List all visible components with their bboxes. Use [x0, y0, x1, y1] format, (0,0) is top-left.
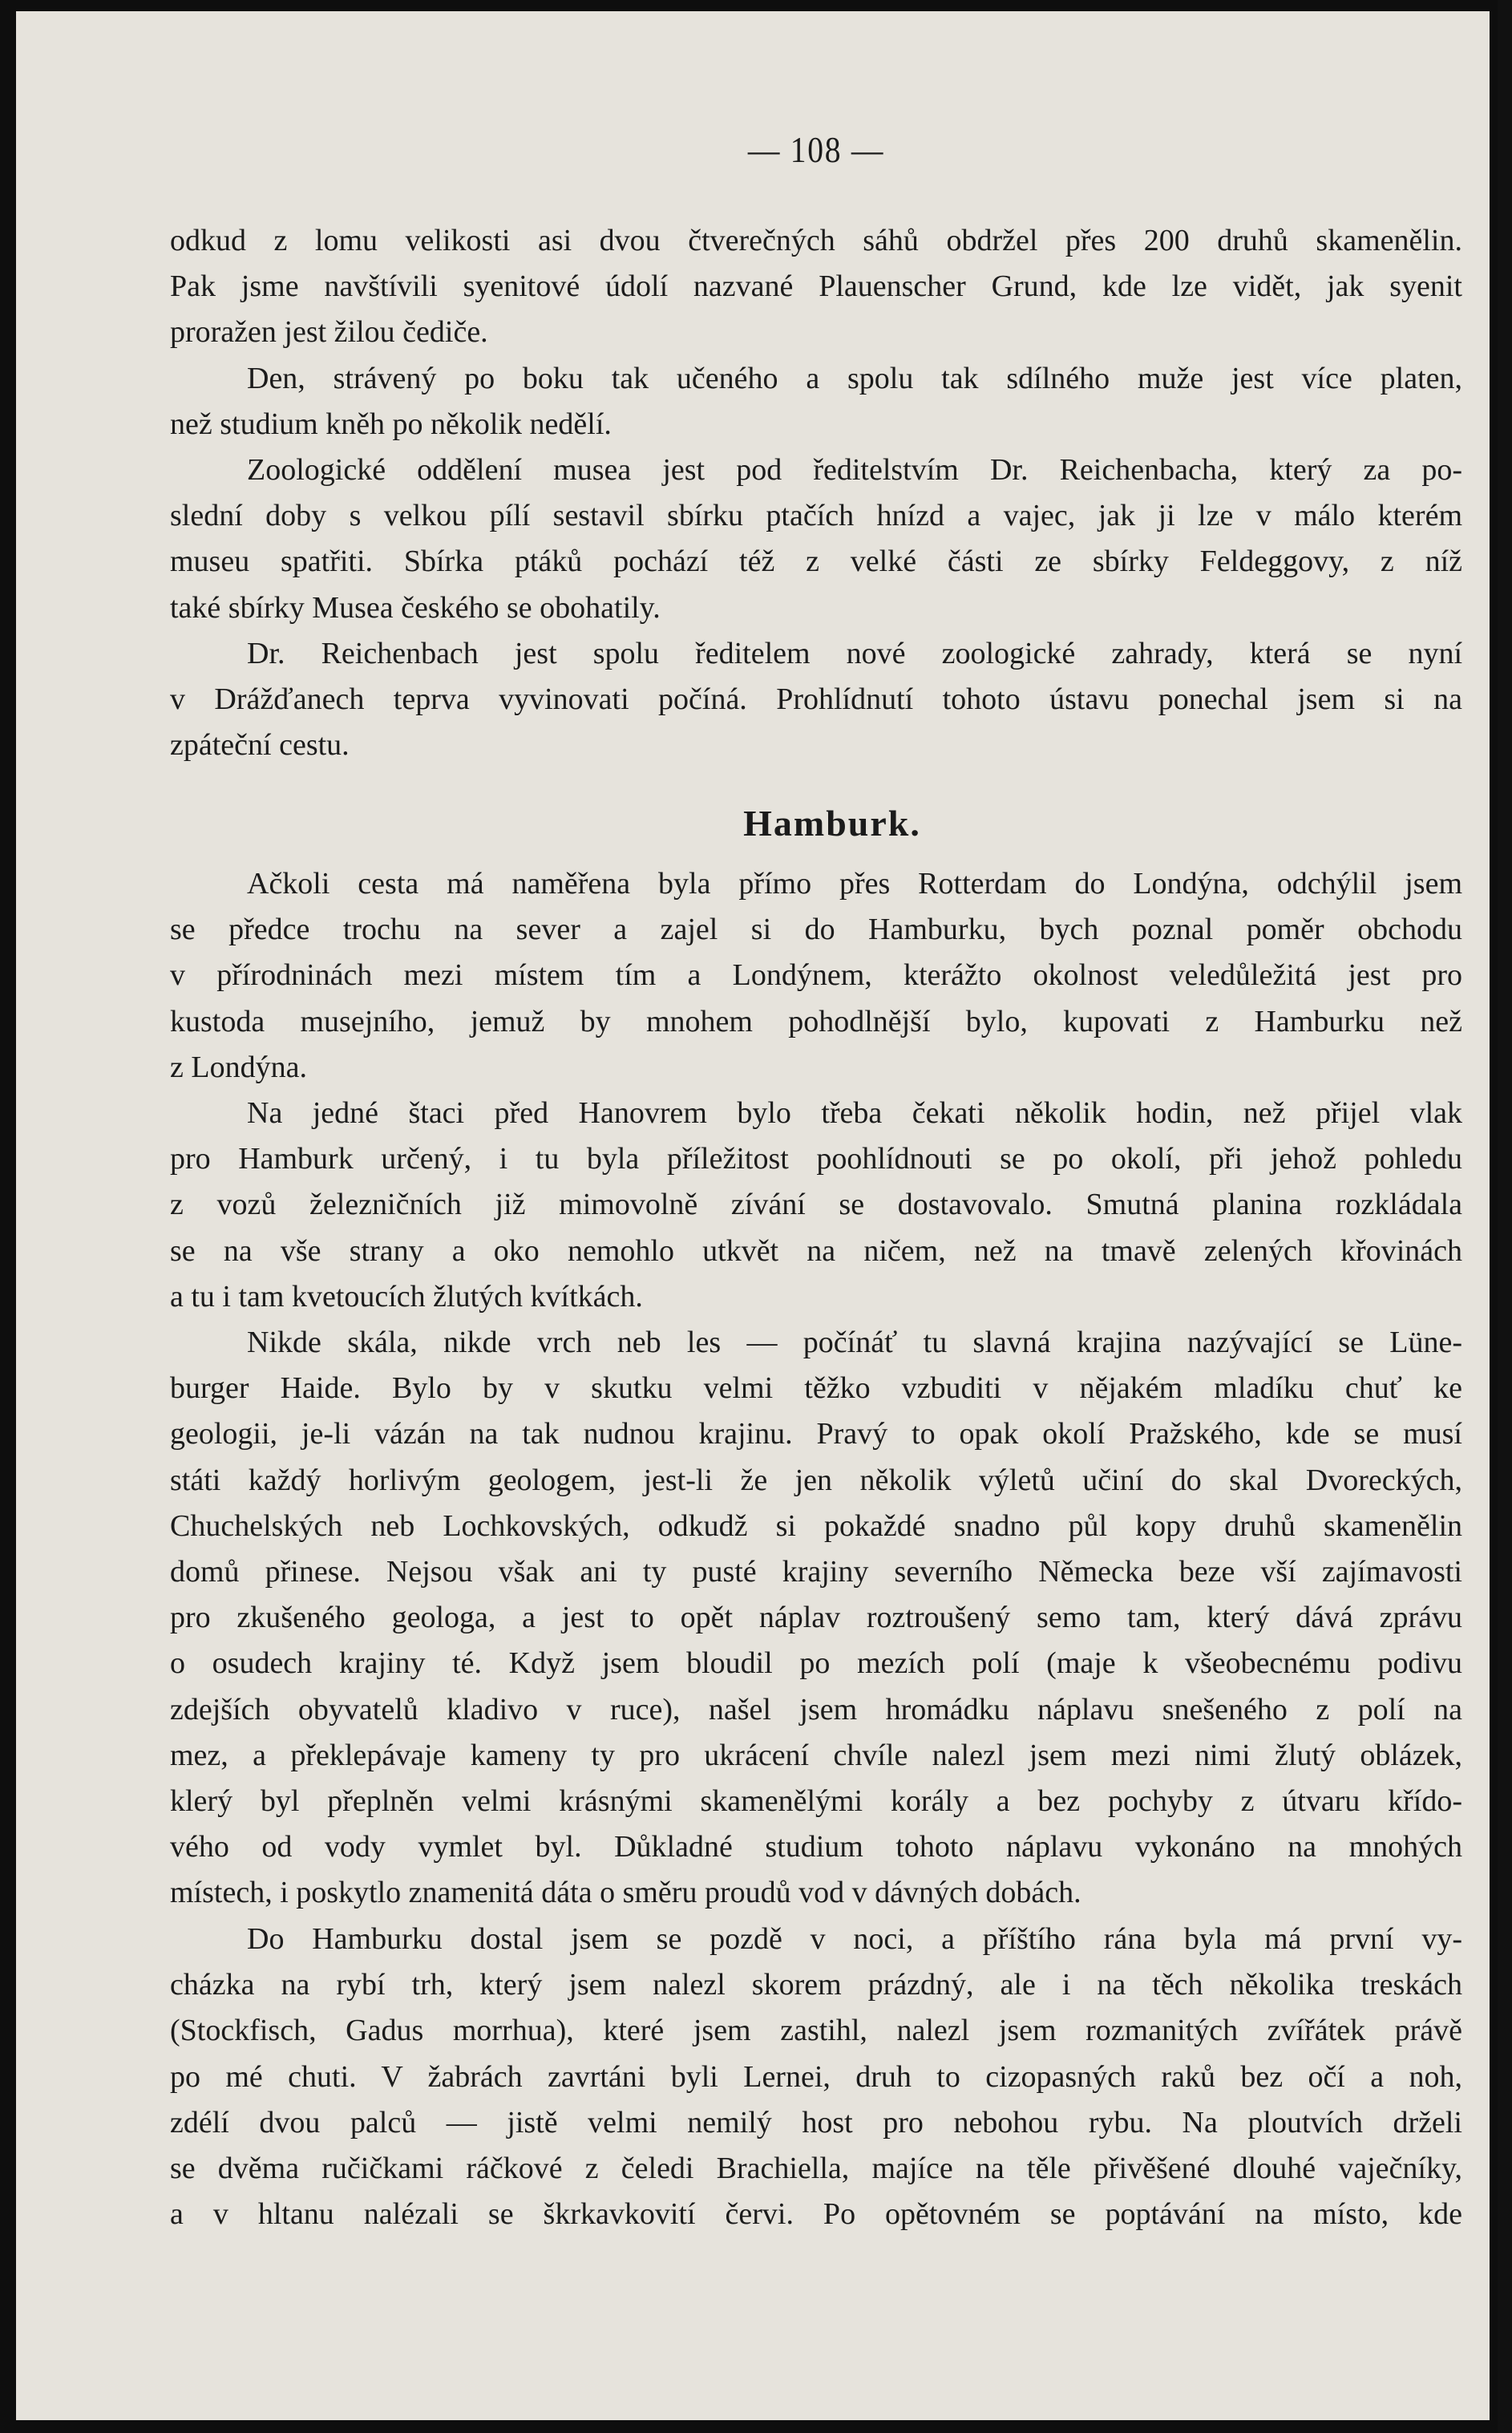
text-line: cházka na rybí trh, který jsem nalezl skorem prázdný, ale i na těch několika treskách: [170, 1968, 1462, 2002]
text-line: proražen jest žilou čediče.: [170, 315, 488, 350]
text-line: Nikde skála, nikde vrch neb les — počínáť tu slavná krajina nazývající se Lüne-: [247, 1326, 1462, 1359]
text-line: pro zkušeného geologa, a jest to opět náplav roztroušený semo tam, který dává zprávu: [170, 1601, 1462, 1635]
text-line: a v hltanu nalézali se škrkavkovití červi. Po opětovném se poptávání na místo, kde: [170, 2197, 1462, 2232]
text-line: se předce trochu na sever a zajel si do Hamburku, bych poznal poměr obchodu: [170, 913, 1462, 947]
text-line: klerý byl přeplněn velmi krásnými skamenělými korály a bez pochyby z útvaru křído-: [170, 1783, 1462, 1818]
text-line: zdejších obyvatelů kladivo v ruce), našel jsem hromádku náplavu snešeného z polí na: [170, 1692, 1462, 1727]
text-line: po mé chuti. V žabrách zavrtáni byli Lernei, druh to cizopasných raků bez očí a noh,: [170, 2059, 1462, 2094]
paragraph-6: [170, 1091, 1462, 1320]
text-line: kustoda musejního, jemuž by mnohem pohodlnější bylo, kupovati z Hamburku než: [170, 1004, 1462, 1038]
text-line: pro Hamburk určený, i tu byla příležitost poohlídnouti se po okolí, při jehož pohledu: [170, 1142, 1462, 1176]
text-line: museu spatřiti. Sbírka ptáků pochází též z velké části ze sbírky Feldeggovy, z níž: [170, 544, 1462, 579]
paragraph-1: [170, 218, 1462, 356]
paragraph-5: [170, 861, 1462, 1091]
text-line: domů přinese. Nejsou však ani ty pusté krajiny severního Německa beze vší zajímavosti: [170, 1554, 1462, 1589]
text-line: Do Hamburku dostal jsem se pozdě v noci, a příštího rána byla má první vy-: [247, 1922, 1462, 1956]
text-line: mez, a překlepávaje kameny ty pro ukrácení chvíle nalezl jsem mezi nimi žlutý oblázek,: [170, 1738, 1462, 1772]
text-line: z Londýna.: [170, 1050, 307, 1084]
scanned-page: [16, 11, 1490, 2420]
text-line: Dr. Reichenbach jest spolu ředitelem nové zoologické zahrady, která se nyní: [247, 636, 1462, 670]
text-line: Chuchelských neb Lochkovských, odkudž si pokaždé snadno půl kopy druhů skamenělin: [170, 1508, 1462, 1543]
text-line: vého od vody vymlet byl. Důkladné studium tohoto náplavu vykonáno na mnohých: [170, 1830, 1462, 1864]
text-line: v přírodninách mezi místem tím a Londýnem, kterážto okolnost veledůležitá jest pro: [170, 958, 1462, 993]
text-line: o osudech krajiny té. Když jsem bloudil po mezích polí (maje k všeobecnému podivu: [170, 1646, 1462, 1681]
text-line: geologii, je-li vázán na tak nudnou krajinu. Pravý to opak okolí Pražského, kde se musí: [170, 1417, 1462, 1451]
text-line: se na vše strany a oko nemohlo utkvět na ničem, než na tmavě zelených křovinách: [170, 1233, 1462, 1268]
section-heading: Hamburk.: [743, 803, 921, 844]
paragraph-2: [170, 356, 1462, 447]
text-line: Den, strávený po boku tak učeného a spolu tak sdílného muže jest více platen,: [247, 361, 1462, 395]
text-line: slední doby s velkou pílí sestavil sbírku ptačích hnízd a vajec, jak ji lze v málo kterém: [170, 499, 1462, 533]
paragraph-4: [170, 631, 1462, 769]
text-line: Na jedné štaci před Hanovrem bylo třeba čekati několik hodin, než přijel vlak: [247, 1096, 1462, 1130]
paragraph-7: [170, 1320, 1462, 1916]
text-line: z vozů železničních již mimovolně zívání se dostavovalo. Smutná planina rozkládala: [170, 1188, 1462, 1222]
text-line: státi každý horlivým geologem, jest-li že jen několik výletů učiní do skal Dvoreckých,: [170, 1463, 1462, 1497]
scan-edge: [1498, 0, 1512, 2433]
paragraph-3: [170, 447, 1462, 631]
text-line: také sbírky Musea českého se obohatily.: [170, 590, 661, 625]
text-line: burger Haide. Bylo by v skutku velmi těžko vzbuditi v nějakém mladíku chuť ke: [170, 1371, 1462, 1406]
text-line: Pak jsme navštívili syenitové údolí nazvané Plauenscher Grund, kde lze vidět, jak syenit: [170, 269, 1462, 304]
paragraph-8: [170, 1917, 1462, 2237]
text-line: a tu i tam kvetoucích žlutých kvítkách.: [170, 1279, 643, 1314]
text-line: v Drážďanech teprva vyvinovati počíná. Prohlídnutí tohoto ústavu ponechal jsem si na: [170, 682, 1462, 716]
page-number: — 108 —: [747, 129, 885, 170]
text-line: než studium kněh po několik nedělí.: [170, 407, 612, 441]
text-line: zdélí dvou palců — jistě velmi nemilý host pro nebohou rybu. Na ploutvích drželi: [170, 2105, 1462, 2140]
text-line: odkud z lomu velikosti asi dvou čtverečných sáhů obdržel přes 200 druhů skamenělin.: [170, 224, 1462, 257]
text-line: (Stockfisch, Gadus morrhua), které jsem zastihl, nalezl jsem rozmanitých zvířátek právě: [170, 2014, 1462, 2048]
text-line: se dvěma ručičkami ráčkové z čeledi Brachiella, majíce na těle přivěšené dlouhé vaječníky,: [170, 2151, 1462, 2185]
text-line: Zoologické oddělení musea jest pod ředitelstvím Dr. Reichenbacha, který za po-: [247, 453, 1462, 487]
text-line: místech, i poskytlo znamenitá dáta o směru proudů vod v dávných dobách.: [170, 1876, 1081, 1910]
text-line: zpáteční cestu.: [170, 728, 350, 763]
text-line: Ačkoli cesta má naměřena byla přímo přes Rotterdam do Londýna, odchýlil jsem: [247, 867, 1462, 901]
